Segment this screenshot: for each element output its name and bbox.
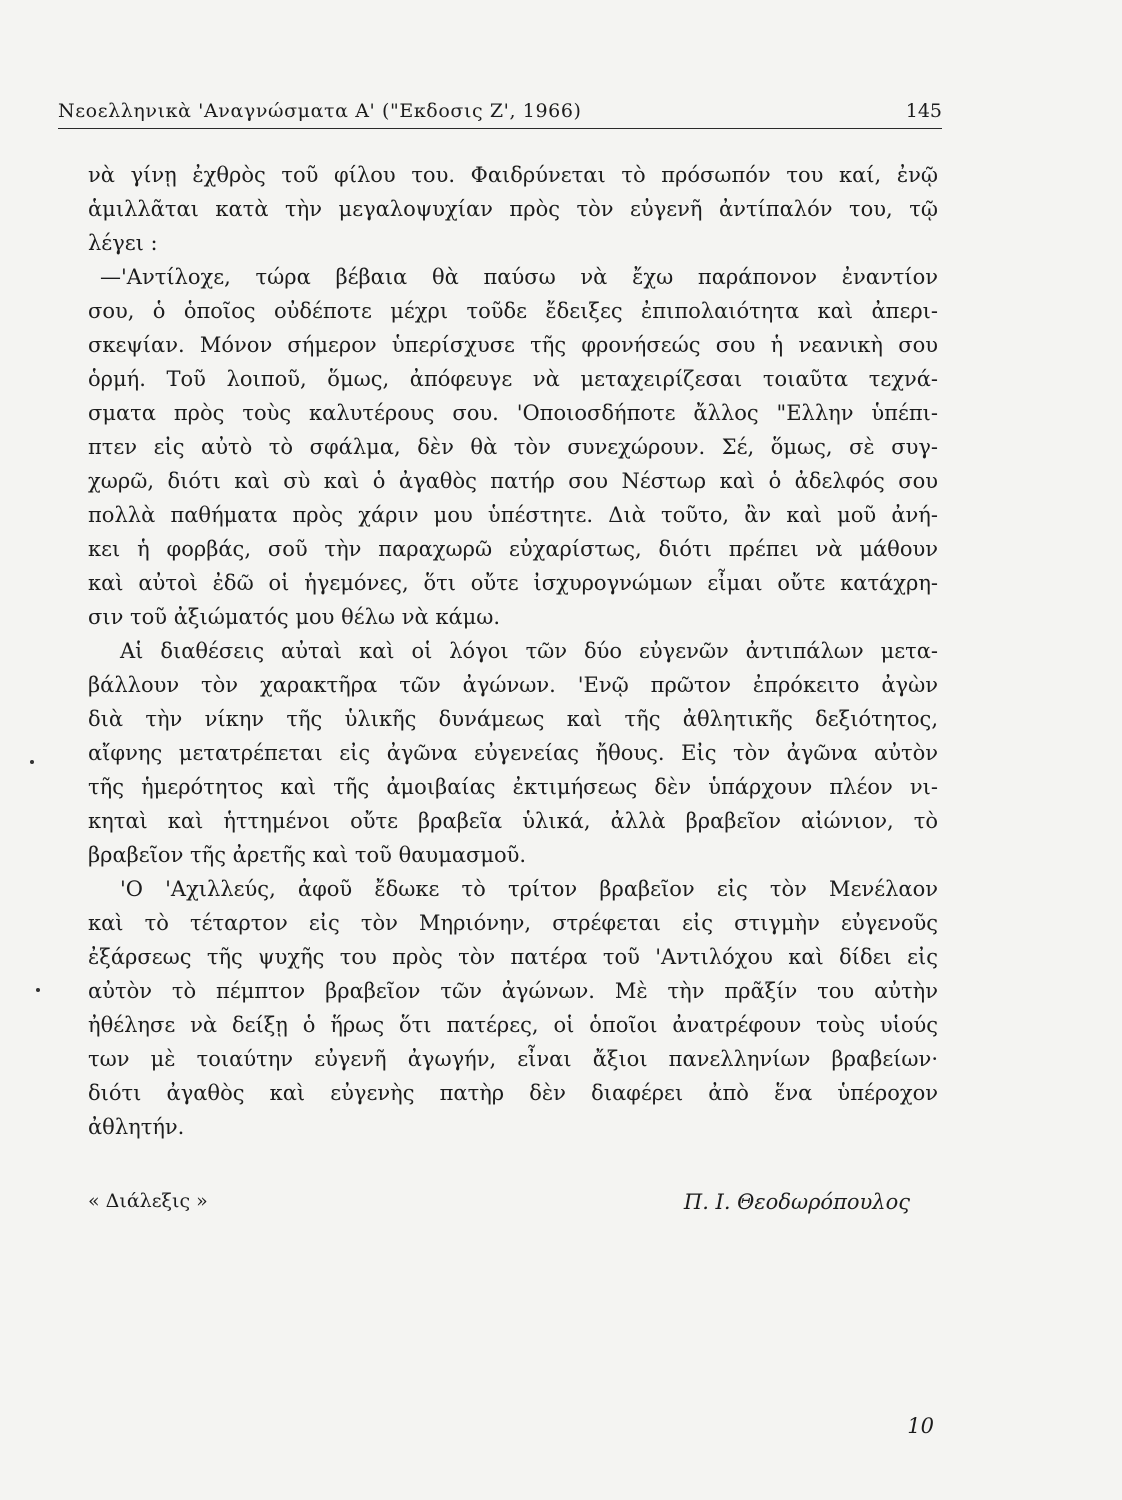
text-line: διὰ τὴν νίκην τῆς ὑλικῆς δυνάμεως καὶ τῆς ἀθλητικῆς δεξιότητος, <box>88 707 938 731</box>
sheet-number: 10 <box>907 1414 934 1438</box>
text-line: βάλλουν τὸν χαρακτῆρα τῶν ἀγώνων. 'Ενῷ πρῶτον ἐπρόκειτο ἀγὼν <box>88 673 938 697</box>
header-title: Νεοελληνικὰ 'Αναγνώσματα Α' ("Εκδοσις Ζ', 1966) <box>58 100 582 122</box>
text-line: χωρῶ, διότι καὶ σὺ καὶ ὁ ἀγαθὸς πατήρ σου Νέστωρ καὶ ὁ ἀδελφός σου <box>88 469 938 493</box>
text-line: ἁμιλλᾶται κατὰ τὴν μεγαλοψυχίαν πρὸς τὸν εὐγενῆ ἀντίπαλόν του, τῷ <box>88 197 938 221</box>
text-line: αὐτὸν τὸ πέμπτον βραβεῖον τῶν ἀγώνων. Μὲ τὴν πρᾶξίν του αὐτὴν <box>88 979 938 1003</box>
text-line: σματα πρὸς τοὺς καλυτέρους σου. 'Οποιοσδήποτε ἄλλος "Ελλην ὑπέπι- <box>88 401 938 425</box>
text-line: 'Ο 'Αχιλλεύς, ἀφοῦ ἔδωκε τὸ τρίτον βραβεῖον εἰς τὸν Μενέλαον <box>120 877 938 901</box>
main-text <box>88 158 938 1144</box>
text-line: κει ἡ φορβάς, σοῦ τὴν παραχωρῶ εὐχαρίστως, διότι πρέπει νὰ μάθουν <box>88 537 938 561</box>
signature-block <box>88 1190 910 1224</box>
running-header <box>58 98 942 129</box>
text-line: κηταὶ καὶ ἡττημένοι οὔτε βραβεῖα ὑλικά, ἀλλὰ βραβεῖον αἰώνιον, τὸ <box>88 809 938 833</box>
text-line: σου, ὁ ὁποῖος οὐδέποτε μέχρι τοῦδε ἔδειξες ἐπιπολαιότητα καὶ ἀπερι- <box>88 299 938 323</box>
text-line: καὶ αὐτοὶ ἐδῶ οἱ ἡγεμόνες, ὅτι οὔτε ἰσχυρογνώμων εἶμαι οὔτε κατάχρη- <box>88 571 938 595</box>
author-name: Π. Ι. Θεοδωρόπουλος <box>683 1190 910 1214</box>
text-line: των μὲ τοιαύτην εὐγενῆ ἀγωγήν, εἶναι ἄξιοι πανελληνίων βραβείων· <box>88 1047 938 1071</box>
text-line: Αἱ διαθέσεις αὐταὶ καὶ οἱ λόγοι τῶν δύο εὐγενῶν ἀντιπάλων μετα- <box>120 639 938 663</box>
page-number: 145 <box>905 100 942 122</box>
text-line: αἴφνης μετατρέπεται εἰς ἀγῶνα εὐγενείας ἤθους. Εἰς τὸν ἀγῶνα αὐτὸν <box>88 741 938 765</box>
source-citation: « Διάλεξις » <box>88 1190 208 1212</box>
text-line: ἐξάρσεως τῆς ψυχῆς του πρὸς τὸν πατέρα τοῦ 'Αντιλόχου καὶ δίδει εἰς <box>88 945 938 969</box>
text-line: —'Αντίλοχε, τώρα βέβαια θὰ παύσω νὰ ἔχω παράπονον ἐναντίον <box>100 265 938 289</box>
text-line: ἀθλητήν. <box>88 1115 185 1139</box>
text-line: λέγει : <box>88 231 158 255</box>
text-line: πτεν εἰς αὐτὸ τὸ σφάλμα, δὲν θὰ τὸν συνεχώρουν. Σέ, ὅμως, σὲ συγ- <box>88 435 938 459</box>
text-line: σκεψίαν. Μόνον σήμερον ὑπερίσχυσε τῆς φρονήσεώς σου ἡ νεανικὴ σου <box>88 333 938 357</box>
text-line: καὶ τὸ τέταρτον εἰς τὸν Μηριόνην, στρέφεται εἰς στιγμὴν εὐγενοῦς <box>88 911 938 935</box>
text-line: νὰ γίνῃ ἐχθρὸς τοῦ φίλου του. Φαιδρύνεται τὸ πρόσωπόν του καί, ἐνῷ <box>88 163 938 187</box>
text-line: ὁρμή. Τοῦ λοιποῦ, ὅμως, ἀπόφευγε νὰ μεταχειρίζεσαι τοιαῦτα τεχνά- <box>88 367 938 391</box>
text-line: πολλὰ παθήματα πρὸς χάριν μου ὑπέστητε. Διὰ τοῦτο, ἂν καὶ μοῦ ἀνή- <box>88 503 938 527</box>
margin-mark <box>30 760 34 764</box>
text-line: ἠθέλησε νὰ δείξῃ ὁ ἥρως ὅτι πατέρες, οἱ ὁποῖοι ἀνατρέφουν τοὺς υἱούς <box>88 1013 938 1037</box>
text-line: τῆς ἡμερότητος καὶ τῆς ἀμοιβαίας ἐκτιμήσεως δὲν ὑπάρχουν πλέον νι- <box>88 775 938 799</box>
text-line: βραβεῖον τῆς ἀρετῆς καὶ τοῦ θαυμασμοῦ. <box>88 843 527 867</box>
text-line: διότι ἀγαθὸς καὶ εὐγενὴς πατὴρ δὲν διαφέρει ἀπὸ ἕνα ὑπέροχον <box>88 1081 938 1105</box>
text-line: σιν τοῦ ἀξιώματός μου θέλω νὰ κάμω. <box>88 605 501 629</box>
margin-mark <box>36 988 40 992</box>
